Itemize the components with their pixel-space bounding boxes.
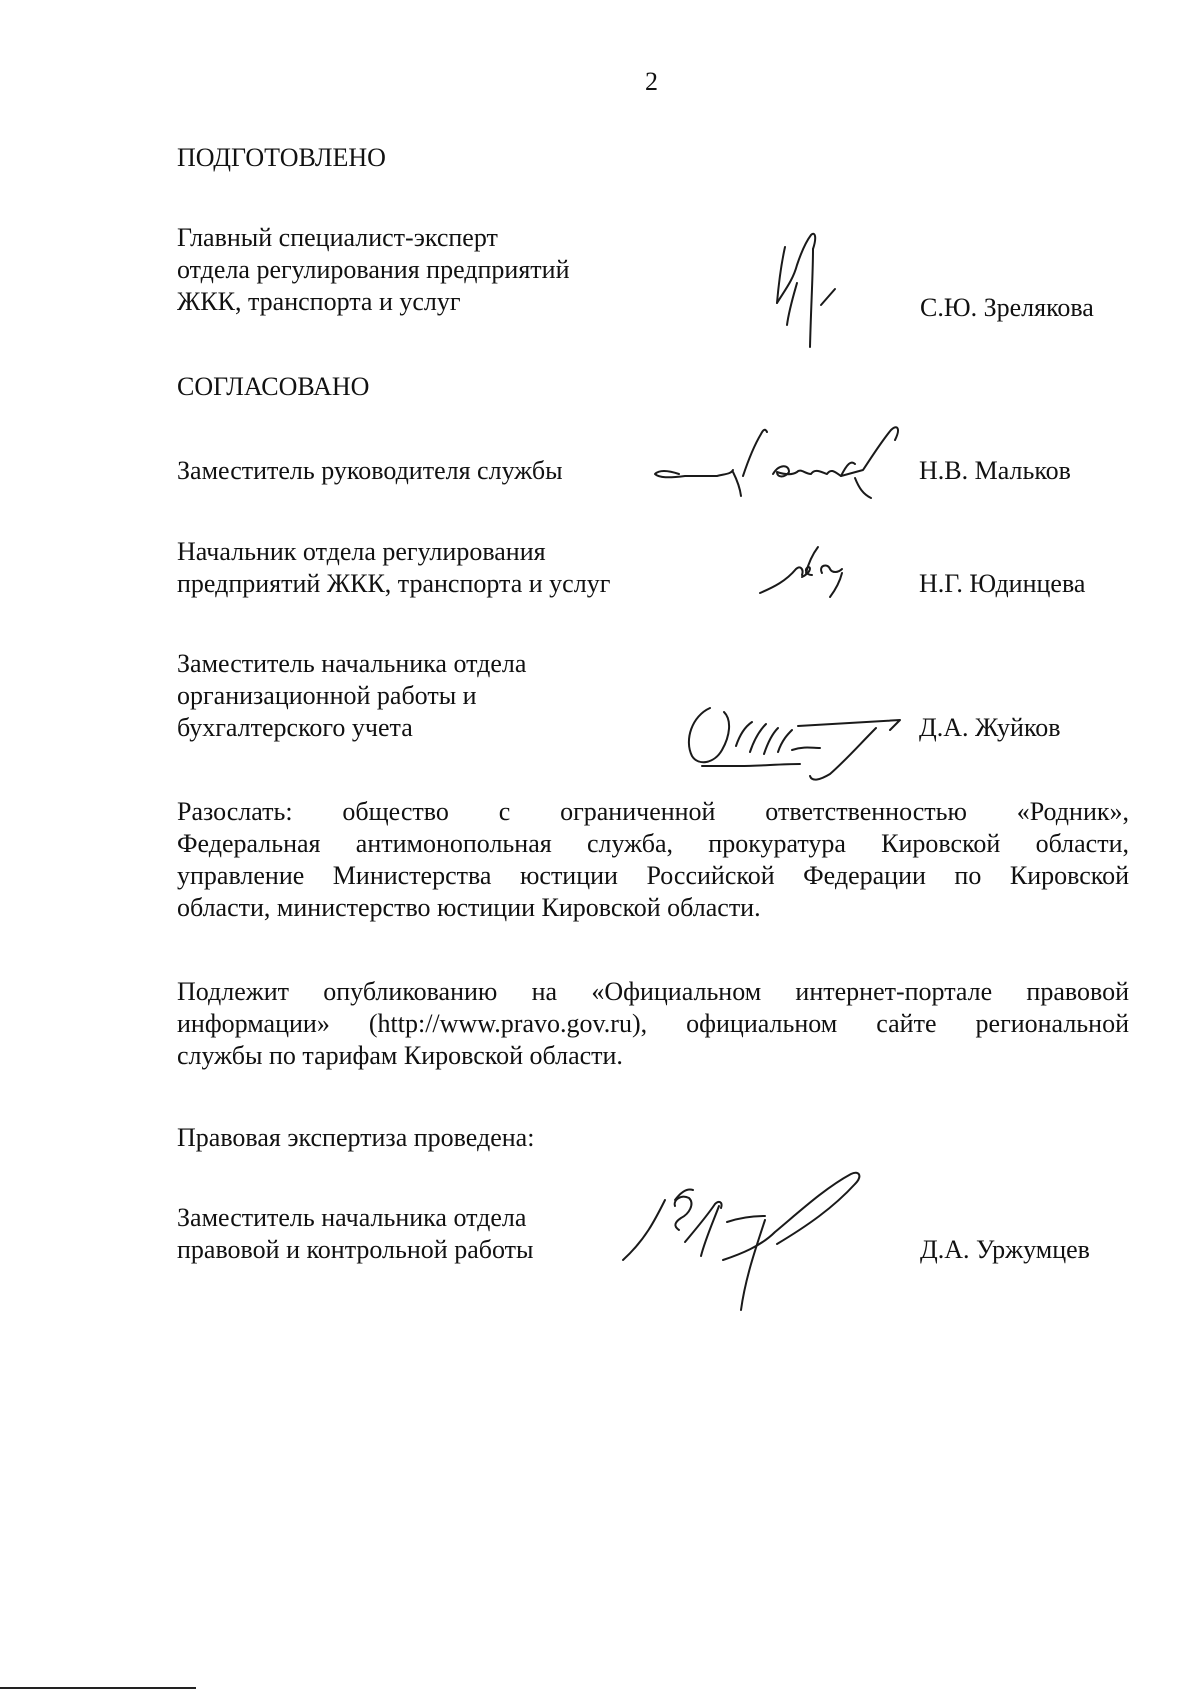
- handwritten-signature-urzhumtsev: [615, 1160, 885, 1325]
- scan-edge-line: [0, 1687, 196, 1689]
- handwritten-signature-zrelyakova: [755, 225, 845, 355]
- signer-malkov-position: Заместитель руководителя службы: [177, 456, 563, 485]
- agreed-heading: СОГЛАСОВАНО: [177, 372, 370, 401]
- distribution-line: управление Министерства юстиции Российской Федерации по Кировской: [177, 861, 1129, 890]
- signer-position-line: организационной работы и: [177, 681, 477, 710]
- signer-position-line: Заместитель начальника отдела: [177, 649, 527, 678]
- distribution-line: области, министерство юстиции Кировской области.: [177, 893, 761, 922]
- distribution-paragraph: [177, 796, 1129, 924]
- signer-yudintseva-name: Н.Г. Юдинцева: [919, 569, 1086, 598]
- handwritten-signature-zhuykov: [680, 690, 920, 790]
- publication-line: информации» (http://www.pravo.gov.ru), официальном сайте региональной: [177, 1009, 1129, 1038]
- signer-malkov-name: Н.В. Мальков: [919, 456, 1071, 485]
- prepared-position-line: Главный специалист-эксперт: [177, 223, 498, 252]
- signer-position-line: предприятий ЖКК, транспорта и услуг: [177, 569, 611, 598]
- handwritten-signature-yudintseva: [750, 533, 860, 613]
- prepared-position-line: отдела регулирования предприятий: [177, 255, 570, 284]
- signer-position-line: бухгалтерского учета: [177, 713, 413, 742]
- handwritten-signature-malkov: [645, 418, 935, 513]
- prepared-heading: ПОДГОТОВЛЕНО: [177, 143, 386, 172]
- signer-position-line: Начальник отдела регулирования: [177, 537, 546, 566]
- distribution-line: Федеральная антимонопольная служба, прокуратура Кировской области,: [177, 829, 1129, 858]
- legal-review-position-line: правовой и контрольной работы: [177, 1235, 534, 1264]
- legal-review-name: Д.А. Уржумцев: [920, 1235, 1090, 1264]
- publication-paragraph: [177, 976, 1129, 1072]
- publication-line: службы по тарифам Кировской области.: [177, 1041, 623, 1070]
- signer-yudintseva-position: [177, 536, 610, 600]
- signer-zhuykov-name: Д.А. Жуйков: [919, 713, 1061, 742]
- signer-zhuykov-position: [177, 648, 526, 744]
- legal-review-heading: Правовая экспертиза проведена:: [177, 1123, 535, 1152]
- publication-line: Подлежит опубликованию на «Официальном интернет-портале правовой: [177, 977, 1129, 1006]
- prepared-position: [177, 222, 570, 318]
- legal-review-position-line: Заместитель начальника отдела: [177, 1203, 527, 1232]
- legal-review-position: [177, 1202, 533, 1266]
- page-number: 2: [645, 67, 658, 96]
- distribution-line: Разослать: общество с ограниченной ответственностью «Родник»,: [177, 797, 1129, 826]
- prepared-position-line: ЖКК, транспорта и услуг: [177, 287, 461, 316]
- prepared-name: С.Ю. Зрелякова: [920, 293, 1094, 322]
